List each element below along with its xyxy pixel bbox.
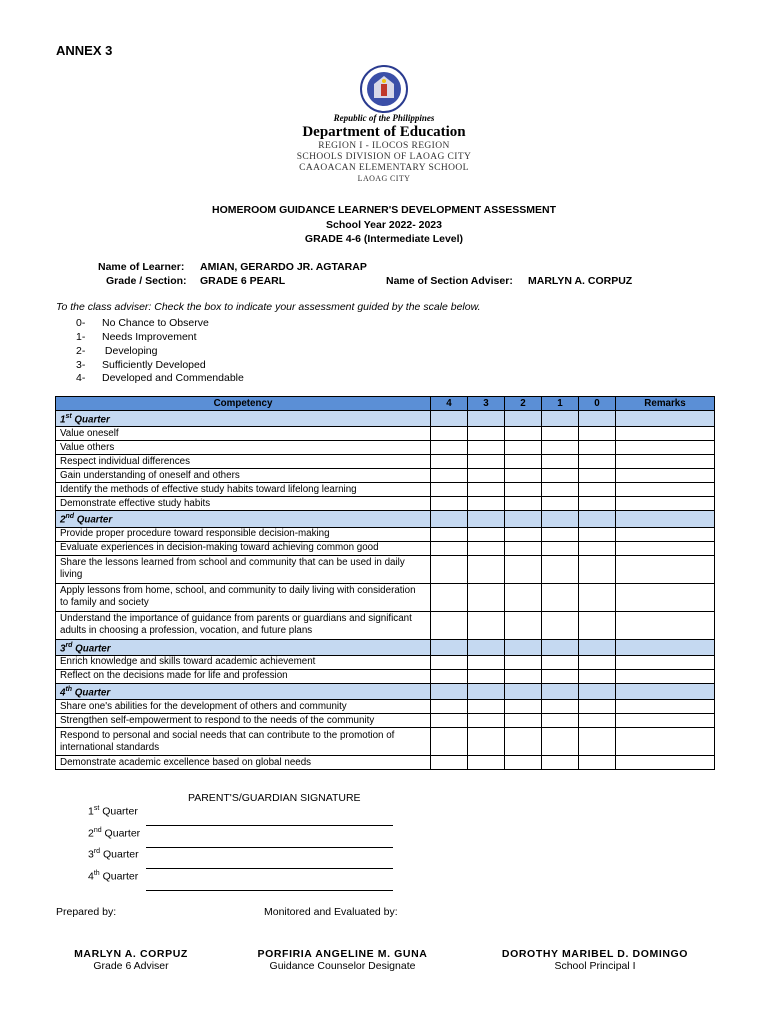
school-year: School Year 2022- 2023 [326, 219, 442, 231]
score-3-checkbox[interactable] [468, 583, 505, 611]
table-row [56, 669, 715, 683]
remarks-cell[interactable] [616, 527, 715, 541]
quarter-header-cell [431, 683, 468, 699]
competency-cell: Share one's abilities for the development of others and community [56, 700, 431, 714]
score-0-checkbox[interactable] [579, 583, 616, 611]
signature-line[interactable] [146, 890, 393, 891]
score-1-checkbox[interactable] [542, 756, 579, 770]
header-remarks: Remarks [616, 397, 715, 411]
competency-cell: Share the lessons learned from school and community that can be used in daily living [56, 555, 431, 583]
remarks-cell[interactable] [616, 756, 715, 770]
table-row [56, 756, 715, 770]
score-3-checkbox[interactable] [468, 655, 505, 669]
quarter-header-cell [505, 639, 542, 655]
score-2-checkbox[interactable] [505, 555, 542, 583]
score-0-checkbox[interactable] [579, 527, 616, 541]
quarter-header-cell [542, 639, 579, 655]
score-0-checkbox[interactable] [579, 483, 616, 497]
quarter-header-cell [431, 639, 468, 655]
quarter-header-cell [505, 511, 542, 527]
annex-label: ANNEX 3 [56, 43, 113, 58]
quarter-header-cell [579, 511, 616, 527]
score-4-checkbox[interactable] [431, 497, 468, 511]
quarter-header-cell [579, 411, 616, 427]
score-4-checkbox[interactable] [431, 427, 468, 441]
quarter-header-cell [505, 683, 542, 699]
competency-cell: Respond to personal and social needs that can contribute to the promotion of international standards [56, 728, 431, 756]
score-1-checkbox[interactable] [542, 455, 579, 469]
competency-cell: Reflect on the decisions made for life and profession [56, 669, 431, 683]
score-3-checkbox[interactable] [468, 497, 505, 511]
score-2-checkbox[interactable] [505, 441, 542, 455]
quarter-header-cell [542, 411, 579, 427]
score-2-checkbox[interactable] [505, 427, 542, 441]
grade-section-label: Grade / Section: [106, 275, 187, 287]
header-score-0: 0 [579, 397, 616, 411]
score-0-checkbox[interactable] [579, 497, 616, 511]
quarter-header-cell [468, 511, 505, 527]
division-line: SCHOOLS DIVISION OF LAOAG CITY [296, 152, 472, 162]
quarter-header-cell [616, 639, 715, 655]
table-row [56, 497, 715, 511]
score-2-checkbox[interactable] [505, 527, 542, 541]
learner-name-label: Name of Learner: [98, 261, 185, 273]
signer-role: Grade 6 Adviser [93, 960, 169, 972]
signature-heading: PARENT'S/GUARDIAN SIGNATURE [188, 792, 361, 804]
quarter-header-cell [505, 411, 542, 427]
republic-line: Republic of the Philippines [333, 113, 435, 123]
prepared-by-label: Prepared by: [56, 906, 117, 918]
quarter-label: 1st Quarter [56, 411, 431, 427]
remarks-cell[interactable] [616, 483, 715, 497]
score-1-checkbox[interactable] [542, 700, 579, 714]
table-row [56, 655, 715, 669]
score-4-checkbox[interactable] [431, 611, 468, 639]
scale-item: 2- Developing [76, 345, 158, 357]
signer-role: Guidance Counselor Designate [269, 960, 416, 972]
score-0-checkbox[interactable] [579, 541, 616, 555]
scale-item: 0- No Chance to Observe [76, 317, 209, 329]
quarter-header-row [56, 639, 715, 655]
competency-cell: Strengthen self-empowerment to respond to the needs of the community [56, 714, 431, 728]
score-1-checkbox[interactable] [542, 469, 579, 483]
score-2-checkbox[interactable] [505, 728, 542, 756]
score-4-checkbox[interactable] [431, 669, 468, 683]
quarter-header-cell [468, 639, 505, 655]
table-row [56, 483, 715, 497]
score-0-checkbox[interactable] [579, 441, 616, 455]
score-2-checkbox[interactable] [505, 541, 542, 555]
score-2-checkbox[interactable] [505, 655, 542, 669]
score-0-checkbox[interactable] [579, 455, 616, 469]
score-0-checkbox[interactable] [579, 555, 616, 583]
table-row [56, 427, 715, 441]
table-row [56, 541, 715, 555]
quarter-label: 3rd Quarter [56, 639, 431, 655]
grade-level: GRADE 4-6 (Intermediate Level) [304, 233, 464, 245]
quarter-header-cell [468, 683, 505, 699]
table-row [56, 611, 715, 639]
competency-cell: Respect individual differences [56, 455, 431, 469]
competency-cell: Value others [56, 441, 431, 455]
score-2-checkbox[interactable] [505, 611, 542, 639]
remarks-cell[interactable] [616, 583, 715, 611]
score-2-checkbox[interactable] [505, 714, 542, 728]
instruction-text: To the class adviser: Check the box to indicate your assessment guided by the scale below. [56, 301, 481, 313]
score-4-checkbox[interactable] [431, 541, 468, 555]
table-row [56, 714, 715, 728]
score-3-checkbox[interactable] [468, 427, 505, 441]
quarter-header-cell [542, 511, 579, 527]
score-1-checkbox[interactable] [542, 555, 579, 583]
quarter-header-cell [431, 411, 468, 427]
signer-principal [495, 948, 695, 972]
score-4-checkbox[interactable] [431, 700, 468, 714]
quarter-header-row [56, 683, 715, 699]
header-score-3: 3 [468, 397, 505, 411]
signer-name: DOROTHY MARIBEL D. DOMINGO [501, 948, 689, 960]
score-1-checkbox[interactable] [542, 669, 579, 683]
score-4-checkbox[interactable] [431, 655, 468, 669]
header-score-4: 4 [431, 397, 468, 411]
score-1-checkbox[interactable] [542, 728, 579, 756]
score-3-checkbox[interactable] [468, 555, 505, 583]
remarks-cell[interactable] [616, 728, 715, 756]
score-2-checkbox[interactable] [505, 583, 542, 611]
signature-quarter-label: 3rd Quarter [88, 848, 139, 861]
region-line: REGION I - ILOCOS REGION [318, 141, 450, 151]
quarter-header-cell [431, 511, 468, 527]
score-1-checkbox[interactable] [542, 541, 579, 555]
score-4-checkbox[interactable] [431, 583, 468, 611]
score-0-checkbox[interactable] [579, 427, 616, 441]
table-row [56, 455, 715, 469]
table-row [56, 555, 715, 583]
remarks-cell[interactable] [616, 497, 715, 511]
score-3-checkbox[interactable] [468, 541, 505, 555]
score-1-checkbox[interactable] [542, 655, 579, 669]
score-3-checkbox[interactable] [468, 441, 505, 455]
deped-seal-logo [356, 64, 412, 114]
score-4-checkbox[interactable] [431, 455, 468, 469]
score-1-checkbox[interactable] [542, 427, 579, 441]
remarks-cell[interactable] [616, 441, 715, 455]
remarks-cell[interactable] [616, 714, 715, 728]
signer-name: PORFIRIA ANGELINE M. GUNA [257, 948, 428, 960]
remarks-cell[interactable] [616, 669, 715, 683]
score-2-checkbox[interactable] [505, 483, 542, 497]
quarter-label: 2nd Quarter [56, 511, 431, 527]
signature-line[interactable] [146, 825, 393, 826]
remarks-cell[interactable] [616, 700, 715, 714]
remarks-cell[interactable] [616, 469, 715, 483]
adviser-label: Name of Section Adviser: [386, 275, 513, 287]
score-1-checkbox[interactable] [542, 483, 579, 497]
scale-item: 1- Needs Improvement [76, 331, 197, 343]
score-2-checkbox[interactable] [505, 756, 542, 770]
remarks-cell[interactable] [616, 655, 715, 669]
scale-item: 4- Developed and Commendable [76, 372, 244, 384]
score-4-checkbox[interactable] [431, 555, 468, 583]
score-3-checkbox[interactable] [468, 714, 505, 728]
table-row [56, 441, 715, 455]
score-2-checkbox[interactable] [505, 700, 542, 714]
document-title: HOMEROOM GUIDANCE LEARNER'S DEVELOPMENT ASSESSMENT [212, 204, 556, 216]
competency-cell: Demonstrate effective study habits [56, 497, 431, 511]
monitored-by-label: Monitored and Evaluated by: [264, 906, 398, 918]
score-3-checkbox[interactable] [468, 700, 505, 714]
quarter-header-cell [542, 683, 579, 699]
quarter-header-cell [579, 683, 616, 699]
score-0-checkbox[interactable] [579, 700, 616, 714]
competency-cell: Enrich knowledge and skills toward academic achievement [56, 655, 431, 669]
score-2-checkbox[interactable] [505, 497, 542, 511]
signature-quarter-label: 4th Quarter [88, 870, 139, 883]
score-1-checkbox[interactable] [542, 527, 579, 541]
competency-cell: Gain understanding of oneself and others [56, 469, 431, 483]
score-1-checkbox[interactable] [542, 714, 579, 728]
adviser-value: MARLYN A. CORPUZ [528, 275, 633, 287]
score-2-checkbox[interactable] [505, 669, 542, 683]
competency-cell: Demonstrate academic excellence based on global needs [56, 756, 431, 770]
score-1-checkbox[interactable] [542, 441, 579, 455]
score-4-checkbox[interactable] [431, 728, 468, 756]
score-0-checkbox[interactable] [579, 714, 616, 728]
remarks-cell[interactable] [616, 555, 715, 583]
quarter-header-row [56, 411, 715, 427]
score-1-checkbox[interactable] [542, 583, 579, 611]
signature-line[interactable] [146, 847, 393, 848]
city-line: LAOAG CITY [357, 174, 411, 183]
quarter-header-cell [468, 411, 505, 427]
signature-quarter-label: 1st Quarter [88, 805, 138, 818]
score-3-checkbox[interactable] [468, 728, 505, 756]
scale-item: 3- Sufficiently Developed [76, 359, 206, 371]
competency-cell: Understand the importance of guidance from parents or guardians and significant adults in choosing a profession, vocation, and future plans [56, 611, 431, 639]
quarter-header-row [56, 511, 715, 527]
remarks-cell[interactable] [616, 611, 715, 639]
signature-quarter-label: 2nd Quarter [88, 827, 141, 840]
score-0-checkbox[interactable] [579, 469, 616, 483]
table-row [56, 700, 715, 714]
signer-name: MARLYN A. CORPUZ [74, 948, 188, 960]
remarks-cell[interactable] [616, 427, 715, 441]
score-4-checkbox[interactable] [431, 714, 468, 728]
score-4-checkbox[interactable] [431, 469, 468, 483]
quarter-label: 4th Quarter [56, 683, 431, 699]
header-competency: Competency [56, 397, 431, 411]
quarter-header-cell [616, 683, 715, 699]
quarter-header-cell [579, 639, 616, 655]
department-name: Department of Education [302, 124, 466, 140]
table-row [56, 527, 715, 541]
score-0-checkbox[interactable] [579, 611, 616, 639]
score-0-checkbox[interactable] [579, 655, 616, 669]
competency-cell: Value oneself [56, 427, 431, 441]
signature-line[interactable] [146, 868, 393, 869]
score-1-checkbox[interactable] [542, 497, 579, 511]
score-0-checkbox[interactable] [579, 669, 616, 683]
score-3-checkbox[interactable] [468, 455, 505, 469]
table-row [56, 469, 715, 483]
score-2-checkbox[interactable] [505, 469, 542, 483]
signer-role: School Principal I [554, 960, 636, 972]
score-4-checkbox[interactable] [431, 441, 468, 455]
competency-cell: Provide proper procedure toward responsible decision-making [56, 527, 431, 541]
score-0-checkbox[interactable] [579, 728, 616, 756]
score-2-checkbox[interactable] [505, 455, 542, 469]
competency-cell: Identify the methods of effective study habits toward lifelong learning [56, 483, 431, 497]
header-score-1: 1 [542, 397, 579, 411]
table-row [56, 728, 715, 756]
header-score-2: 2 [505, 397, 542, 411]
score-3-checkbox[interactable] [468, 756, 505, 770]
quarter-header-cell [616, 411, 715, 427]
score-4-checkbox[interactable] [431, 483, 468, 497]
score-1-checkbox[interactable] [542, 611, 579, 639]
remarks-cell[interactable] [616, 455, 715, 469]
table-row [56, 583, 715, 611]
competency-cell: Evaluate experiences in decision-making toward achieving common good [56, 541, 431, 555]
score-3-checkbox[interactable] [468, 527, 505, 541]
grade-section-value: GRADE 6 PEARL [200, 275, 286, 287]
school-line: CAAOACAN ELEMENTARY SCHOOL [299, 163, 469, 173]
competency-cell: Apply lessons from home, school, and community to daily living with consideration to family and society [56, 583, 431, 611]
signer-counselor [250, 948, 435, 972]
table-header-row [56, 397, 715, 411]
learner-name-value: AMIAN, GERARDO JR. AGTARAP [200, 261, 367, 273]
score-0-checkbox[interactable] [579, 756, 616, 770]
score-3-checkbox[interactable] [468, 483, 505, 497]
score-3-checkbox[interactable] [468, 611, 505, 639]
signer-adviser [56, 948, 206, 972]
score-3-checkbox[interactable] [468, 669, 505, 683]
score-3-checkbox[interactable] [468, 469, 505, 483]
score-4-checkbox[interactable] [431, 527, 468, 541]
quarter-header-cell [616, 511, 715, 527]
assessment-table [55, 396, 715, 770]
score-4-checkbox[interactable] [431, 756, 468, 770]
remarks-cell[interactable] [616, 541, 715, 555]
